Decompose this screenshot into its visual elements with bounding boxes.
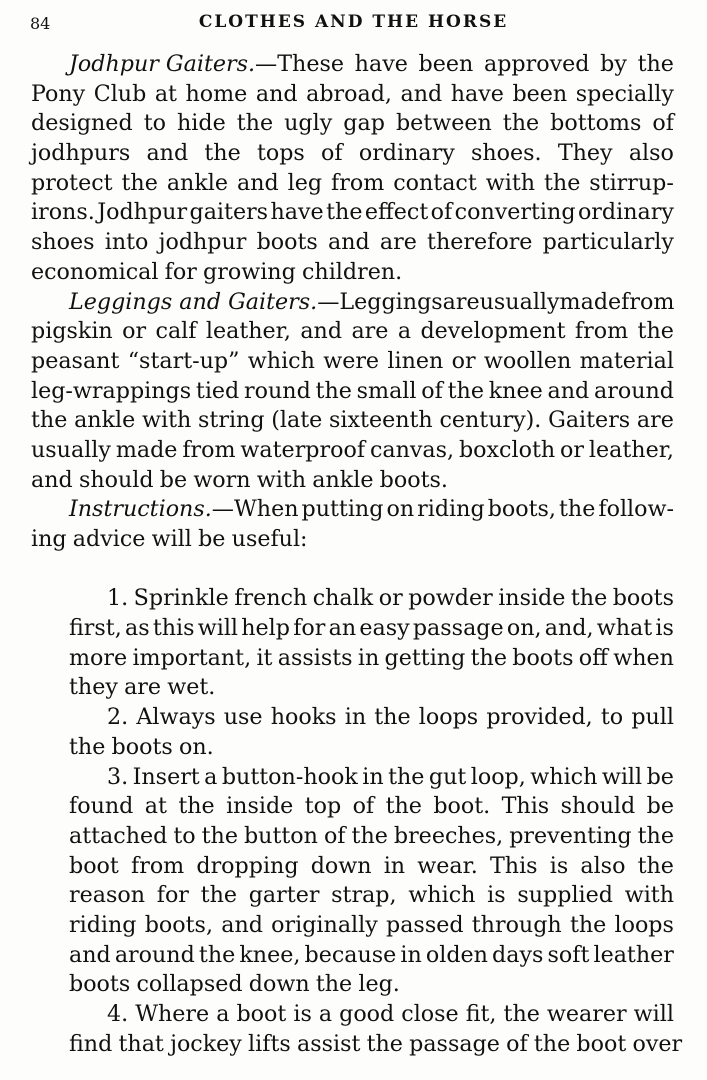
text-line: boot from dropping down in wear. This is also the [69,852,674,879]
text-line: irons. Jodhpur gaiters have the effect of converting ordinary [31,199,674,226]
text-line: ing advice will be useful: [31,526,308,552]
list-item [31,1000,683,1059]
text-line: and around the knee, because in olden days soft leather [69,941,674,968]
text-line: designed to hide the ugly gap between the bottoms of [31,110,674,137]
text-line: pigskin or calf leather, and are a development from the [31,318,674,345]
text-line: Jodhpur Gaiters.—These have been approved by the [31,50,674,80]
text-line: find that jockey lifts assist the passage of the boot over [69,1030,683,1057]
text-line: Leggings and Gaiters.—Leggings are usually made from [31,288,674,318]
text-line: shoes into jodhpur boots and are therefore particularly [31,229,674,256]
running-head: CLOTHES AND THE HORSE [198,12,509,32]
text-line: Instructions.—When putting on riding boots, the follow- [31,495,674,525]
list-item [31,584,674,703]
text-line: boots collapsed down the leg. [69,971,400,998]
text-line: 3. Insert a button-hook in the gut loop, which will be [107,763,674,790]
list-item [31,763,674,1001]
text-line: protect the ankle and leg from contact with the stirrup- [31,169,674,196]
body-text [31,50,683,1059]
text-line: the ankle with string (late sixteenth century). Gaiters are [31,407,674,434]
list-item [31,703,674,762]
italic-lead: Instructions.—When [69,496,299,523]
page-header [30,12,677,38]
text-line: reason for the garter strap, which is supplied with [69,882,674,909]
text-line: first, as this will help for an easy passage on, and, what is [69,615,674,642]
text-line: peasant “start-up” which were linen or woollen material [31,347,674,374]
paragraph [31,50,674,288]
page-number: 84 [30,14,51,33]
text-line: riding boots, and originally passed through the loops [69,911,674,938]
text-line: 1. Sprinkle french chalk or powder inside the boots [107,585,674,612]
text-line: 4. Where a boot is a good close fit, the wearer will [107,1001,674,1027]
text-line: the boots on. [69,733,214,760]
text-line: they are wet. [69,674,216,701]
text-line: economical for growing children. [31,258,403,285]
text-line: and should be worn with ankle boots. [31,466,448,493]
paragraph [31,495,674,554]
paragraph-spacer [31,555,674,585]
italic-lead: Jodhpur Gaiters.—These [69,51,344,77]
text-line: more important, it assists in getting the boots off when [69,644,674,671]
italic-lead: Leggings and Gaiters.—Leggings [69,288,443,315]
text-line: 2. Always use hooks in the loops provided, to pull [107,704,674,731]
text-line: leg-wrappings tied round the small of the knee and around [31,377,674,404]
text-line: attached to the button of the breeches, preventing the [69,822,674,849]
text-line: jodhpurs and the tops of ordinary shoes. They also [31,140,674,167]
text-line: Pony Club at home and abroad, and have been specially [31,80,674,107]
paragraph [31,288,674,496]
text-line: usually made from waterproof canvas, boxcloth or leather, [31,436,674,463]
text-line: found at the inside top of the boot. This should be [69,793,674,820]
